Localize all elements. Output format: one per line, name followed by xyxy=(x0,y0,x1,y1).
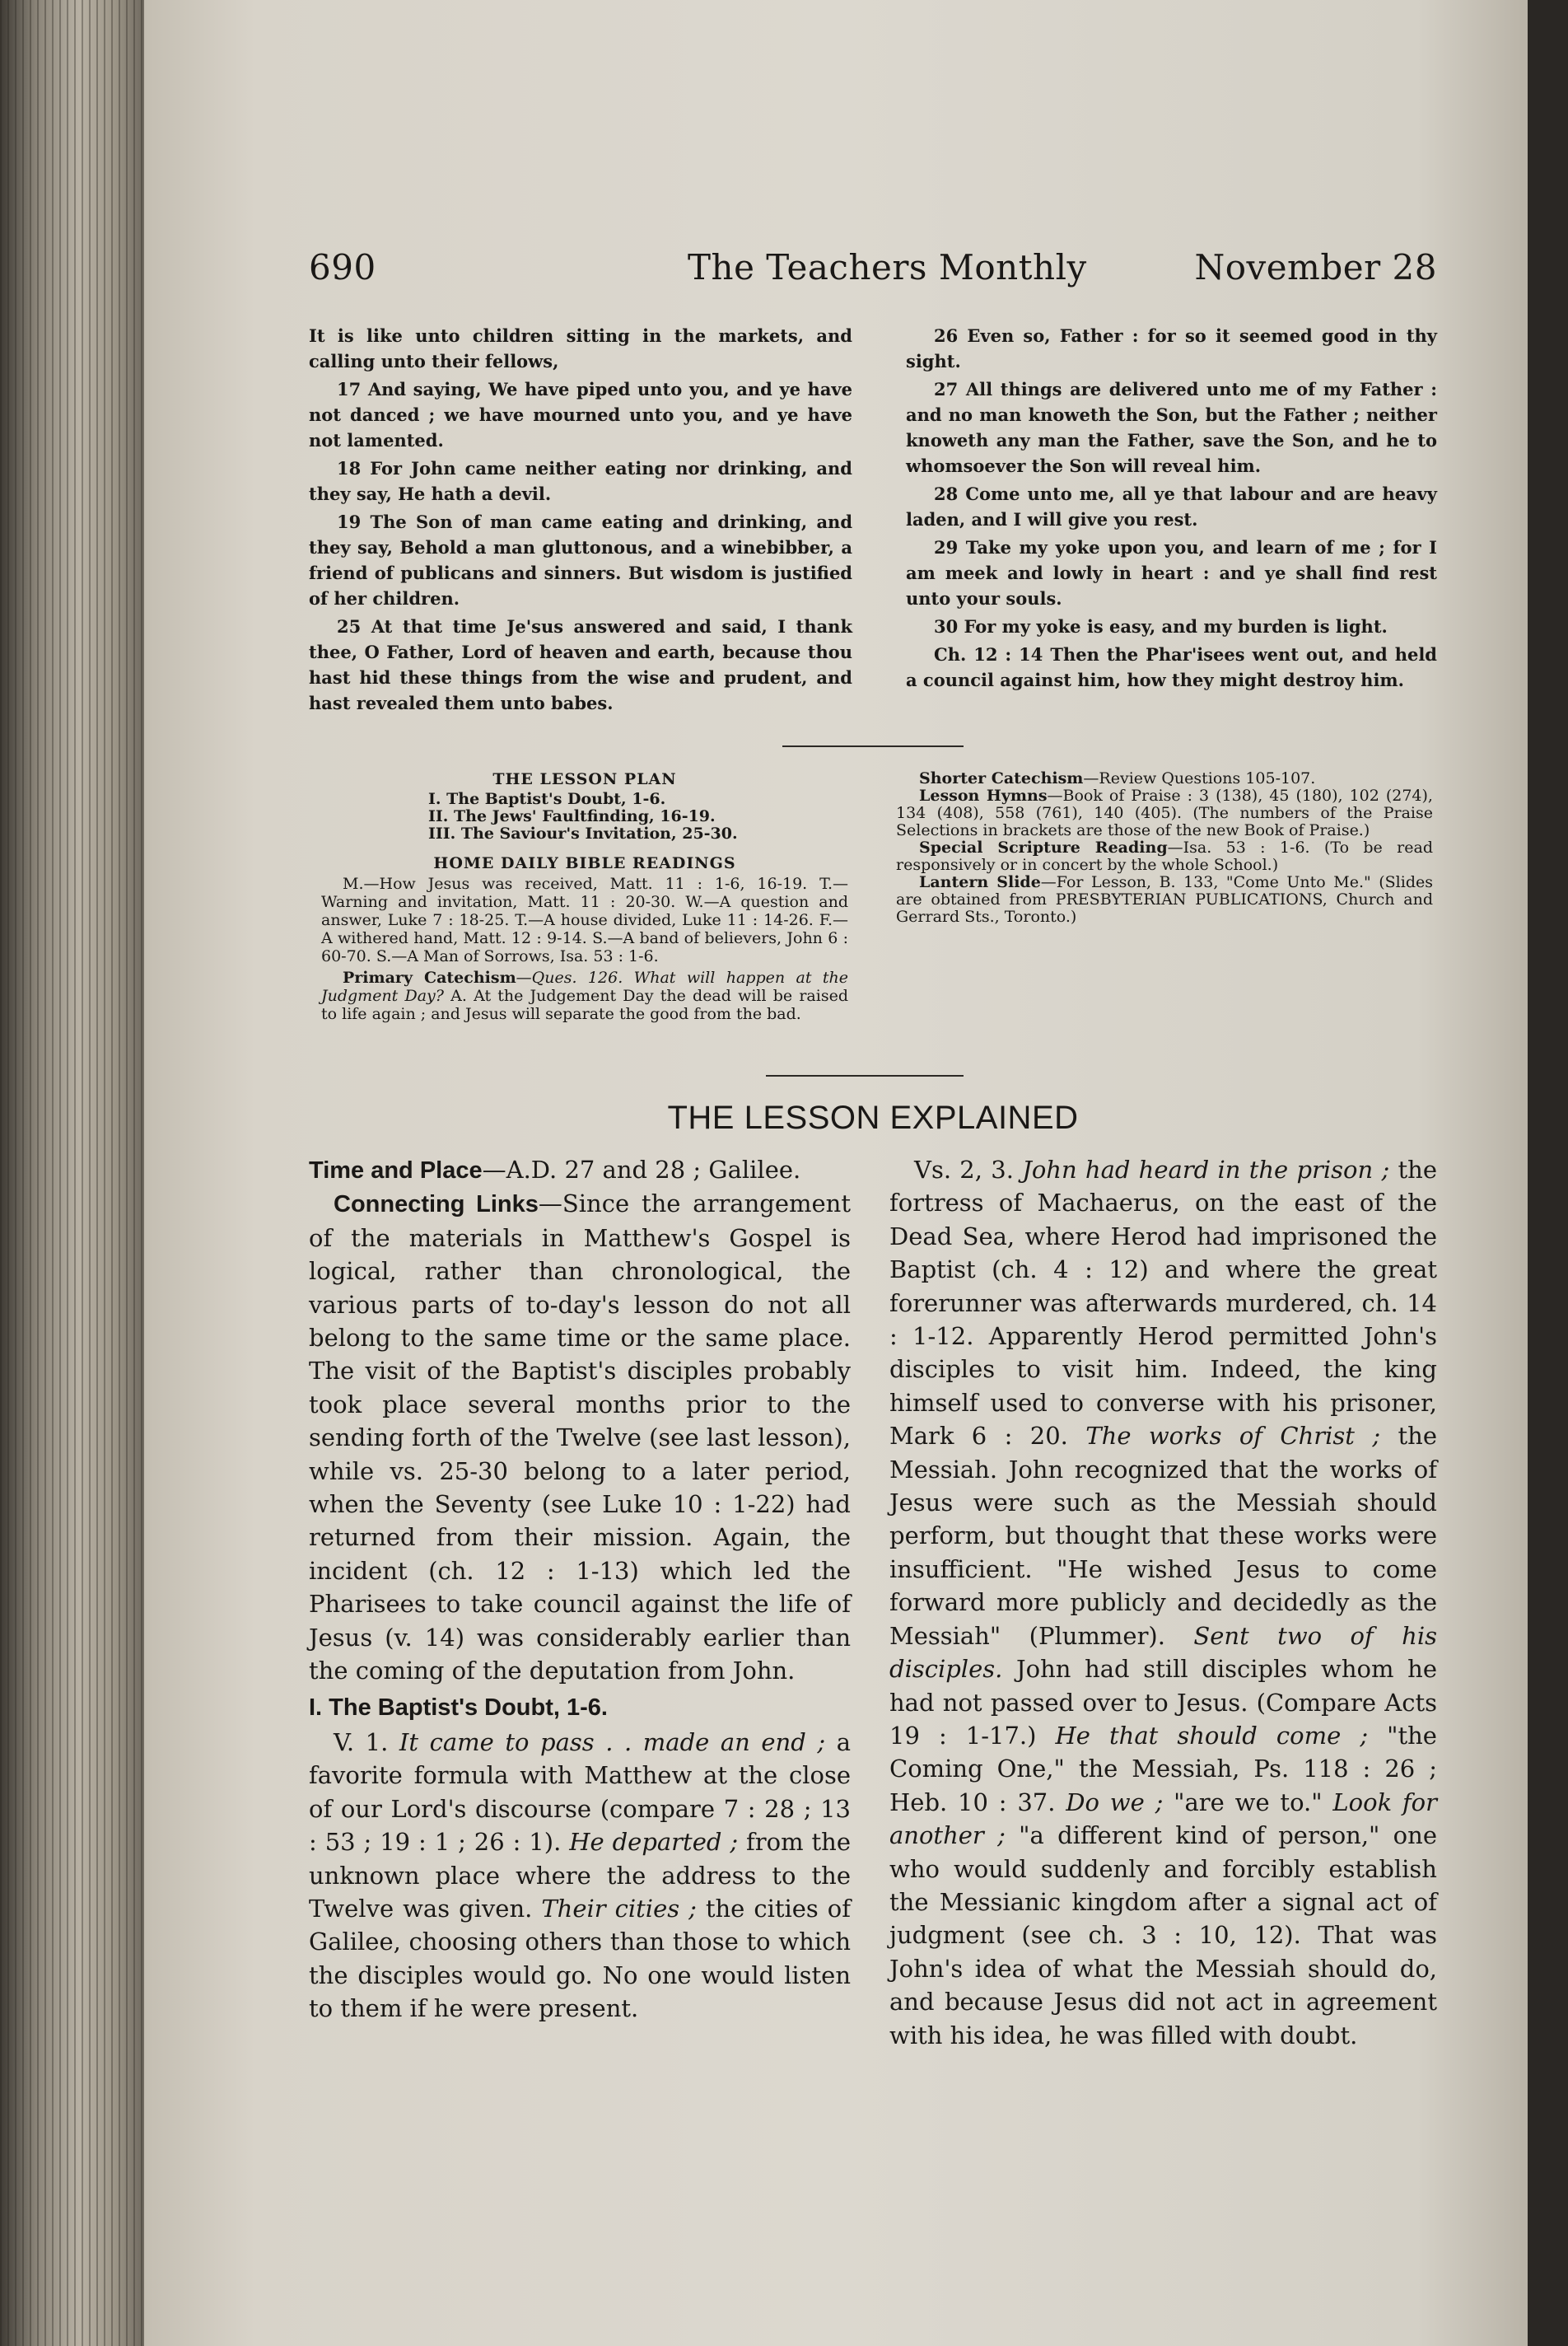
scan-border xyxy=(1528,0,1568,2346)
daily-readings-text: M.—How Jesus was received, Matt. 11 : 1-6, 16-19. T.—Warning and invitation, Matt. 11 : 20-30. W.—A question and answer, Luke 7 : 18-25. T.—A house divided, Luke 11 : 14-26. F.—A withered hand, Matt. 12 : 9-14. S.—A band of believers, John 6 : 60-70. S.—A Man of Sorrows, Isa. 53 : 1-6. xyxy=(321,875,848,965)
lesson-hymns-note: Lesson Hymns—Book of Praise : 3 (138), 45 (180), 102 (274), 134 (408), 558 (761), 140 (405). (The numbers of the Praise Selections in brackets are those of the new Book of Praise.) xyxy=(896,787,1433,839)
special-reading-note: Special Scripture Reading—Isa. 53 : 1-6. (To be read responsively or in concert by the whole School.) xyxy=(896,839,1433,874)
daily-readings-title: HOME DAILY BIBLE READINGS xyxy=(433,854,736,872)
issue-date: November 28 xyxy=(1194,247,1437,287)
divider-rule xyxy=(782,745,964,747)
section-subheading: I. The Baptist's Doubt, 1-6. xyxy=(309,1694,608,1721)
divider-rule xyxy=(766,1075,964,1077)
lesson-plan-item: III. The Saviour's Invitation, 25-30. xyxy=(428,825,738,843)
journal-title: The Teachers Monthly xyxy=(688,247,1087,287)
lesson-notes xyxy=(896,770,1433,926)
scripture-verse: 25 At that time Je'sus answered and said, I thank thee, O Father, Lord of heaven and earth, because thou hast hid these things from the wise and prudent, and hast revealed them unto babes. xyxy=(309,616,852,713)
scripture-verse: 19 The Son of man came eating and drinking, and they say, Behold a man gluttonous, and a winebibber, a friend of publicans and sinners. But wisdom is justified of her children. xyxy=(309,512,852,609)
shorter-catechism-note: Shorter Catechism—Review Questions 105-107. xyxy=(919,769,1316,787)
verses-2-3-commentary: Vs. 2, 3. John had heard in the prison ; the fortress of Machaerus, on the east of the Dead Sea, where Herod had imprisoned the Baptist (ch. 4 : 12) and where the great forerunner was afterwards murdered, ch. 14 : 1-12. Apparently Herod permitted John's disciples to visit him. Indeed, the king himself used to converse with his prisoner, Mark 6 : 20. The works of Christ ; the Messiah. John recognized that the works of Jesus were such as the Messiah should perform, but thought that these works were insufficient. "He wished Jesus to come forward more publicly and decidedly as the Messiah" (Plummer). Sent two of his disciples. John had still disciples whom he had not passed over to Jesus. (Compare Acts 19 : 1-17.) He that should come ; "the Coming One," the Messiah, Ps. 118 : 26 ; Heb. 10 : 37. Do we ; "are we to." Look for another ; "a different kind of person," one who would suddenly and forcibly establish the Messianic kingdom after a signal act of judgment (see ch. 3 : 10, 12). That was John's idea of what the Messiah should do, and because Jesus did not act in agreement with his idea, he was filled with doubt. xyxy=(889,1156,1438,2049)
book-spine-edge xyxy=(0,0,144,2346)
page xyxy=(296,0,1449,2346)
catechism-answer: A. At the Judgement Day the dead will be raised to life again ; and Jesus will separate the good from the bad. xyxy=(321,987,848,1023)
verse-1-commentary: V. 1. It came to pass . . made an end ; a favorite formula with Matthew at the close of our Lord's discourse (compare 7 : 28 ; 13 : 53 ; 19 : 1 ; 26 : 1). He departed ; from the unknown place where the address to the Twelve was given. Their cities ; the cities of Galilee, choosing others than those to which the disciples would go. No one would listen to them if he were present. xyxy=(309,1727,851,2023)
primary-catechism: Primary Catechism—Ques. 126. What will happen at the Judgment Day? A. At the Judgement Day the dead will be raised to life again ; and Jesus will separate the good from the bad. xyxy=(321,969,848,1023)
scripture-verse: 26 Even so, Father : for so it seemed good in thy sight. xyxy=(906,325,1437,372)
lantern-slide-note: Lantern Slide—For Lesson, B. 133, "Come Unto Me." (Slides are obtained from PRESBYTERIAN PUBLICATIONS, Church and Gerrard Sts., Toronto.) xyxy=(896,873,1433,926)
explained-right-column xyxy=(889,1153,1437,2052)
page-number: 690 xyxy=(309,247,376,287)
section-title: THE LESSON EXPLAINED xyxy=(667,1100,1079,1136)
lesson-plan-item: I. The Baptist's Doubt, 1-6. xyxy=(428,790,666,808)
catechism-question: What will happen at the Judgment Day? xyxy=(321,969,848,1005)
time-and-place: Time and Place—A.D. 27 and 28 ; Galilee. xyxy=(309,1156,801,1184)
scripture-verse: It is like unto children sitting in the markets, and calling unto their fellows, xyxy=(309,325,852,372)
running-head xyxy=(309,247,1437,297)
connecting-links: Connecting Links—Since the arrangement of the materials in Matthew's Gospel is logical, rather than chronological, the various parts of to-day's lesson do not all belong to the same time or the same place. The visit of the Baptist's disciples probably took place several months prior to the sending forth of the Twelve (see last lesson), while vs. 25-30 belong to a later period, when the Seventy (see Luke 10 : 1-22) had returned from their mission. Again, the incident (ch. 12 : 1-13) which led the Pharisees to take council against the life of Jesus (v. 14) was considerably earlier than the coming of the deputation from John. xyxy=(309,1189,852,1685)
scripture-verse: Ch. 12 : 14 Then the Phar'isees went out, and held a council against him, how they might destroy him. xyxy=(906,644,1437,690)
primary-catechism-label: Primary Catechism xyxy=(343,969,516,987)
scripture-left-column xyxy=(309,323,852,718)
scripture-verse: 28 Come unto me, all ye that labour and are heavy laden, and I will give you rest. xyxy=(906,484,1437,530)
lesson-plan-box xyxy=(321,770,848,1023)
scripture-verse: 29 Take my yoke upon you, and learn of me ; for I am meek and lowly in heart : and ye shall find rest unto your souls. xyxy=(906,537,1437,609)
lesson-plan-title: THE LESSON PLAN xyxy=(492,770,677,788)
scripture-verse: 30 For my yoke is easy, and my burden is light. xyxy=(934,616,1388,637)
scripture-verse: 17 And saying, We have piped unto you, and ye have not danced ; we have mourned unto you, and ye have not lamented. xyxy=(309,379,852,451)
scripture-verse: 18 For John came neither eating nor drinking, and they say, He hath a devil. xyxy=(309,458,852,504)
lesson-plan-item: II. The Jews' Faultfinding, 16-19. xyxy=(428,807,716,825)
scripture-right-column xyxy=(906,323,1437,695)
scripture-verse: 27 All things are delivered unto me of my Father : and no man knoweth the Son, but the Father ; neither knoweth any man the Father, save the Son, and he to whomsoever the Son will reveal him. xyxy=(906,379,1437,476)
explained-left-column xyxy=(309,1153,851,2026)
